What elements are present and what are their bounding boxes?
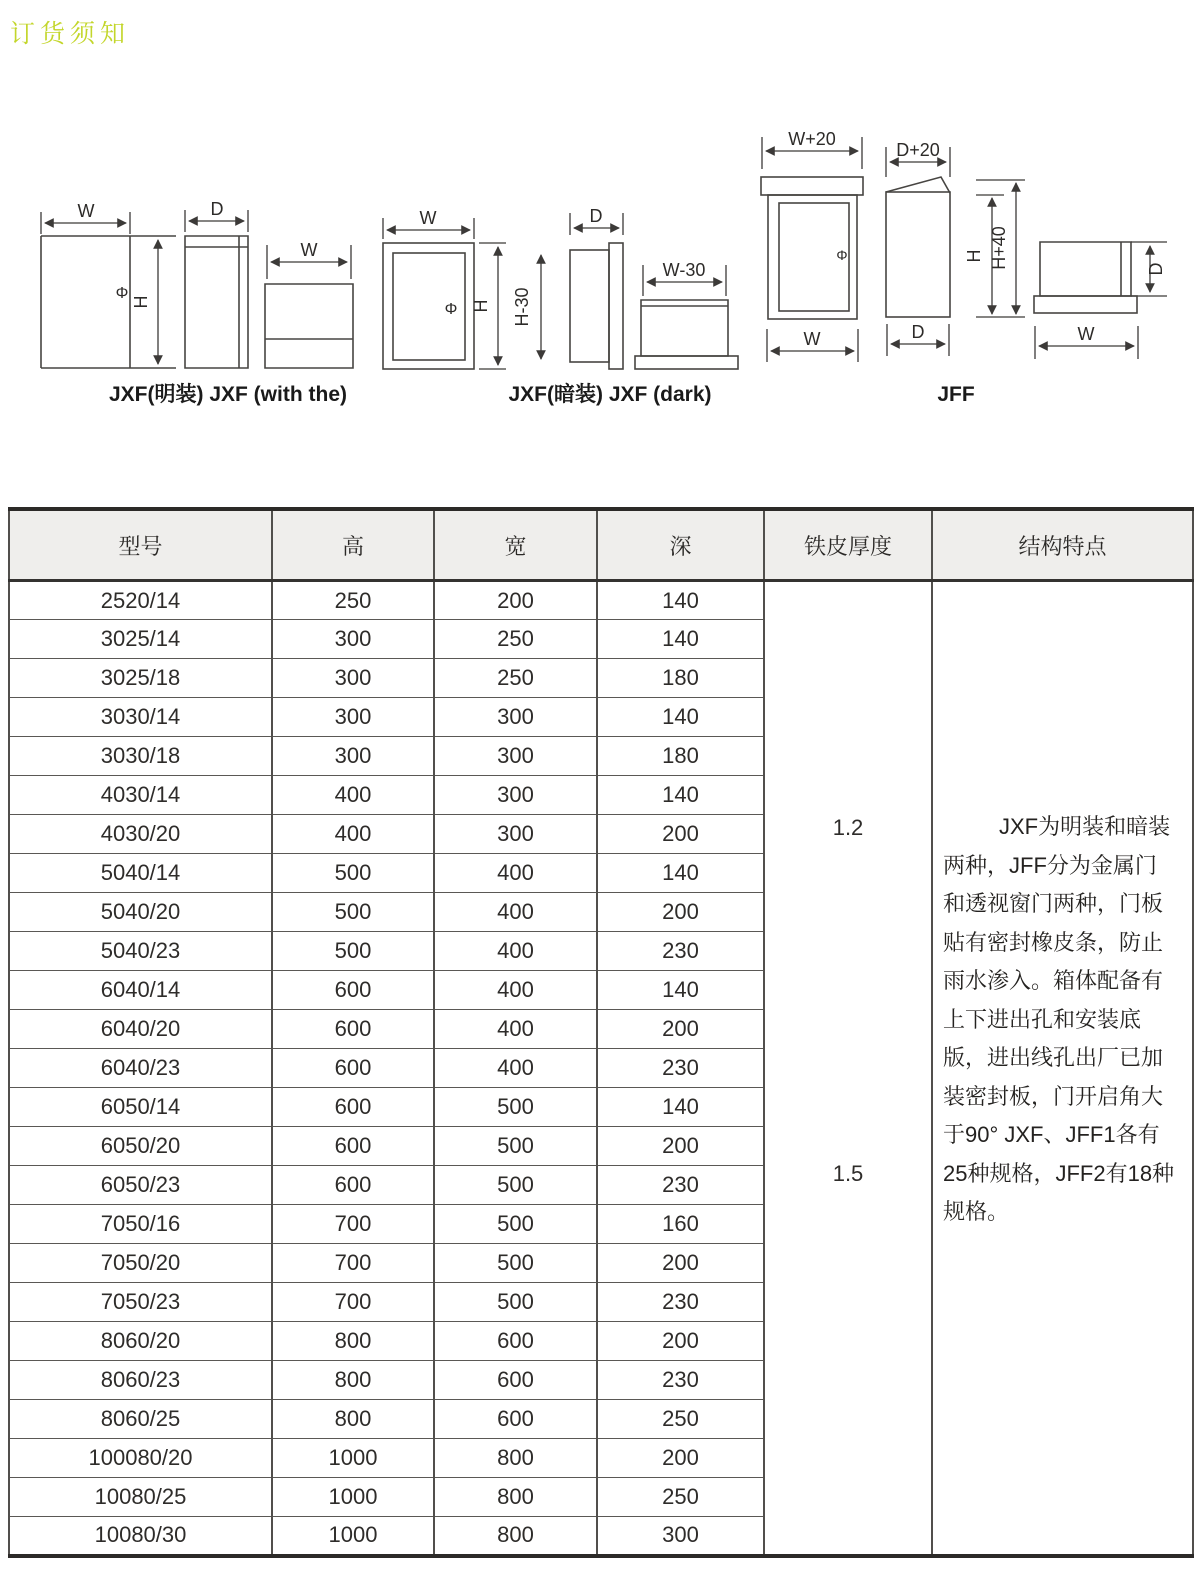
table-cell: 300 bbox=[434, 815, 597, 854]
table-cell: 700 bbox=[272, 1283, 434, 1322]
table-cell: 4030/14 bbox=[9, 776, 272, 815]
caption-jff: JFF bbox=[937, 383, 975, 406]
table-cell: 600 bbox=[272, 1127, 434, 1166]
table-cell: 300 bbox=[272, 620, 434, 659]
table-cell: 6050/20 bbox=[9, 1127, 272, 1166]
dim-label-w: W bbox=[77, 201, 95, 221]
jxf-flush-mounted-drawing bbox=[383, 206, 738, 406]
table-cell: 7050/23 bbox=[9, 1283, 272, 1322]
dim-label-h: H bbox=[131, 295, 151, 309]
table-cell: 800 bbox=[434, 1478, 597, 1517]
dim-label-d: D bbox=[911, 322, 925, 342]
col-header-width: 宽 bbox=[434, 509, 597, 581]
jff-drawing bbox=[761, 129, 1167, 406]
table-cell: 6040/23 bbox=[9, 1049, 272, 1088]
table-cell: 600 bbox=[272, 1010, 434, 1049]
table-cell: 400 bbox=[434, 893, 597, 932]
col-header-thickness: 铁皮厚度 bbox=[764, 509, 932, 581]
table-cell: 800 bbox=[272, 1322, 434, 1361]
table-cell: 800 bbox=[434, 1517, 597, 1556]
table-cell: 300 bbox=[434, 698, 597, 737]
table-cell: 500 bbox=[272, 854, 434, 893]
feature-line: 贴有密封橡皮条，防止 bbox=[943, 929, 1164, 955]
table-cell: 160 bbox=[597, 1205, 764, 1244]
table-cell: 400 bbox=[434, 1010, 597, 1049]
table-cell: 5040/23 bbox=[9, 932, 272, 971]
table-cell: 400 bbox=[434, 971, 597, 1010]
table-cell: 300 bbox=[597, 1517, 764, 1556]
table-cell: 6050/14 bbox=[9, 1088, 272, 1127]
caption-jxf-flush: JXF(暗装) JXF (dark) bbox=[508, 383, 712, 406]
table-cell: 1000 bbox=[272, 1517, 434, 1556]
dim-label-w-minus-30: W-30 bbox=[662, 260, 706, 280]
feature-line: 两种，JFF分为金属门 bbox=[943, 852, 1157, 878]
table-cell: 200 bbox=[597, 1322, 764, 1361]
table-row bbox=[9, 581, 1193, 620]
feature-line: 装密封板，门开启角大 bbox=[943, 1083, 1164, 1109]
table-cell: 180 bbox=[597, 737, 764, 776]
table-cell: 230 bbox=[597, 1283, 764, 1322]
table-cell: 400 bbox=[272, 815, 434, 854]
dim-label-w: W bbox=[300, 240, 318, 260]
table-cell: 500 bbox=[434, 1127, 597, 1166]
features-text bbox=[943, 808, 1183, 1232]
thickness-value: 1.5 bbox=[832, 1161, 864, 1186]
feature-line: 上下进出孔和安装底 bbox=[943, 1006, 1142, 1032]
table-cell: 6050/23 bbox=[9, 1166, 272, 1205]
table-cell: 300 bbox=[272, 698, 434, 737]
table-cell: 140 bbox=[597, 620, 764, 659]
table-cell: 5040/14 bbox=[9, 854, 272, 893]
dim-label-d-plus-20: D+20 bbox=[896, 140, 940, 160]
table-cell: 300 bbox=[272, 659, 434, 698]
table-cell: 230 bbox=[597, 1049, 764, 1088]
table-cell: 500 bbox=[434, 1205, 597, 1244]
table-cell: 6040/20 bbox=[9, 1010, 272, 1049]
table-cell: 500 bbox=[434, 1088, 597, 1127]
table-cell: 200 bbox=[434, 581, 597, 620]
table-cell: 800 bbox=[272, 1400, 434, 1439]
table-cell: 250 bbox=[272, 581, 434, 620]
table-cell: 300 bbox=[434, 737, 597, 776]
table-cell: 600 bbox=[272, 971, 434, 1010]
table-cell: 400 bbox=[272, 776, 434, 815]
dim-label-h: H bbox=[964, 249, 984, 263]
door-handle-symbol: Φ bbox=[444, 301, 458, 318]
table-cell: 400 bbox=[434, 932, 597, 971]
table-cell: 3030/18 bbox=[9, 737, 272, 776]
table-cell: 250 bbox=[597, 1400, 764, 1439]
table-cell: 200 bbox=[597, 1439, 764, 1478]
table-cell: 700 bbox=[272, 1205, 434, 1244]
table-cell: 200 bbox=[597, 1010, 764, 1049]
dim-label-h-plus-40: H+40 bbox=[989, 226, 1009, 270]
dim-label-h: H bbox=[471, 299, 491, 313]
table-cell: 500 bbox=[434, 1244, 597, 1283]
table-cell: 140 bbox=[597, 698, 764, 737]
features-cell bbox=[932, 581, 1193, 1556]
table-cell: 8060/20 bbox=[9, 1322, 272, 1361]
table-cell: 5040/20 bbox=[9, 893, 272, 932]
table-cell: 140 bbox=[597, 776, 764, 815]
thickness-value: 1.2 bbox=[832, 815, 864, 840]
table-cell: 600 bbox=[272, 1166, 434, 1205]
table-cell: 140 bbox=[597, 581, 764, 620]
table-cell: 250 bbox=[434, 659, 597, 698]
table-cell: 600 bbox=[272, 1088, 434, 1127]
feature-line: 规格。 bbox=[943, 1199, 1010, 1224]
table-cell: 6040/14 bbox=[9, 971, 272, 1010]
table-cell: 230 bbox=[597, 1361, 764, 1400]
dim-label-d: D bbox=[589, 206, 603, 226]
table-cell: 200 bbox=[597, 1127, 764, 1166]
table-cell: 400 bbox=[434, 854, 597, 893]
table-cell: 4030/20 bbox=[9, 815, 272, 854]
table-cell: 7050/16 bbox=[9, 1205, 272, 1244]
table-cell: 1000 bbox=[272, 1439, 434, 1478]
dim-label-w: W bbox=[803, 329, 821, 349]
table-cell: 180 bbox=[597, 659, 764, 698]
table-cell: 230 bbox=[597, 932, 764, 971]
table-cell: 500 bbox=[272, 893, 434, 932]
dim-label-w: W bbox=[419, 208, 437, 228]
spec-table bbox=[8, 507, 1194, 1558]
table-cell: 250 bbox=[597, 1478, 764, 1517]
table-cell: 2520/14 bbox=[9, 581, 272, 620]
table-cell: 230 bbox=[597, 1166, 764, 1205]
table-cell: 200 bbox=[597, 1244, 764, 1283]
table-cell: 800 bbox=[272, 1361, 434, 1400]
door-handle-symbol: Φ bbox=[115, 285, 129, 302]
table-cell: 10080/25 bbox=[9, 1478, 272, 1517]
dim-label-w: W bbox=[1077, 324, 1095, 344]
table-cell: 200 bbox=[597, 893, 764, 932]
feature-line: 版，进出线孔出厂已加 bbox=[943, 1045, 1164, 1070]
table-cell: 10080/30 bbox=[9, 1517, 272, 1556]
table-cell: 200 bbox=[597, 815, 764, 854]
table-cell: 800 bbox=[434, 1439, 597, 1478]
table-cell: 300 bbox=[272, 737, 434, 776]
table-cell: 500 bbox=[272, 932, 434, 971]
table-cell: 600 bbox=[434, 1400, 597, 1439]
header-row bbox=[9, 509, 1193, 581]
thickness-cell bbox=[764, 581, 932, 1556]
table-cell: 700 bbox=[272, 1244, 434, 1283]
feature-line: 于90° JXF、JFF1各有 bbox=[943, 1122, 1160, 1147]
door-handle-symbol: Φ bbox=[836, 247, 848, 263]
table-cell: 140 bbox=[597, 854, 764, 893]
spec-table-body bbox=[9, 581, 1193, 1556]
table-cell: 3030/14 bbox=[9, 698, 272, 737]
table-cell: 3025/14 bbox=[9, 620, 272, 659]
feature-line: 25种规格，JFF2有18种 bbox=[943, 1160, 1175, 1186]
table-cell: 7050/20 bbox=[9, 1244, 272, 1283]
table-cell: 1000 bbox=[272, 1478, 434, 1517]
table-cell: 250 bbox=[434, 620, 597, 659]
feature-line: 和透视窗门两种，门板 bbox=[943, 891, 1164, 916]
caption-jxf-surface: JXF(明装) JXF (with the) bbox=[109, 383, 347, 406]
feature-line: 雨水渗入。箱体配备有 bbox=[943, 968, 1164, 993]
table-cell: 3025/18 bbox=[9, 659, 272, 698]
table-cell: 500 bbox=[434, 1166, 597, 1205]
dimension-drawings bbox=[0, 90, 1200, 420]
col-header-height: 高 bbox=[272, 509, 434, 581]
table-cell: 100080/20 bbox=[9, 1439, 272, 1478]
col-header-model: 型号 bbox=[9, 509, 272, 581]
table-cell: 8060/25 bbox=[9, 1400, 272, 1439]
table-cell: 500 bbox=[434, 1283, 597, 1322]
table-cell: 600 bbox=[272, 1049, 434, 1088]
dim-label-w-plus-20: W+20 bbox=[788, 129, 836, 149]
dim-label-d: D bbox=[1146, 262, 1166, 276]
feature-line: JXF为明装和暗装 bbox=[999, 814, 1171, 839]
col-header-features: 结构特点 bbox=[932, 509, 1193, 581]
table-cell: 600 bbox=[434, 1322, 597, 1361]
table-cell: 8060/23 bbox=[9, 1361, 272, 1400]
dim-label-h-minus-30: H-30 bbox=[512, 287, 532, 327]
table-cell: 140 bbox=[597, 1088, 764, 1127]
table-cell: 300 bbox=[434, 776, 597, 815]
dim-label-d: D bbox=[210, 199, 224, 219]
table-cell: 400 bbox=[434, 1049, 597, 1088]
table-cell: 600 bbox=[434, 1361, 597, 1400]
col-header-depth: 深 bbox=[597, 509, 764, 581]
table-cell: 140 bbox=[597, 971, 764, 1010]
page-title: 订货须知 bbox=[10, 20, 131, 48]
jxf-surface-mounted-drawing bbox=[41, 199, 353, 406]
